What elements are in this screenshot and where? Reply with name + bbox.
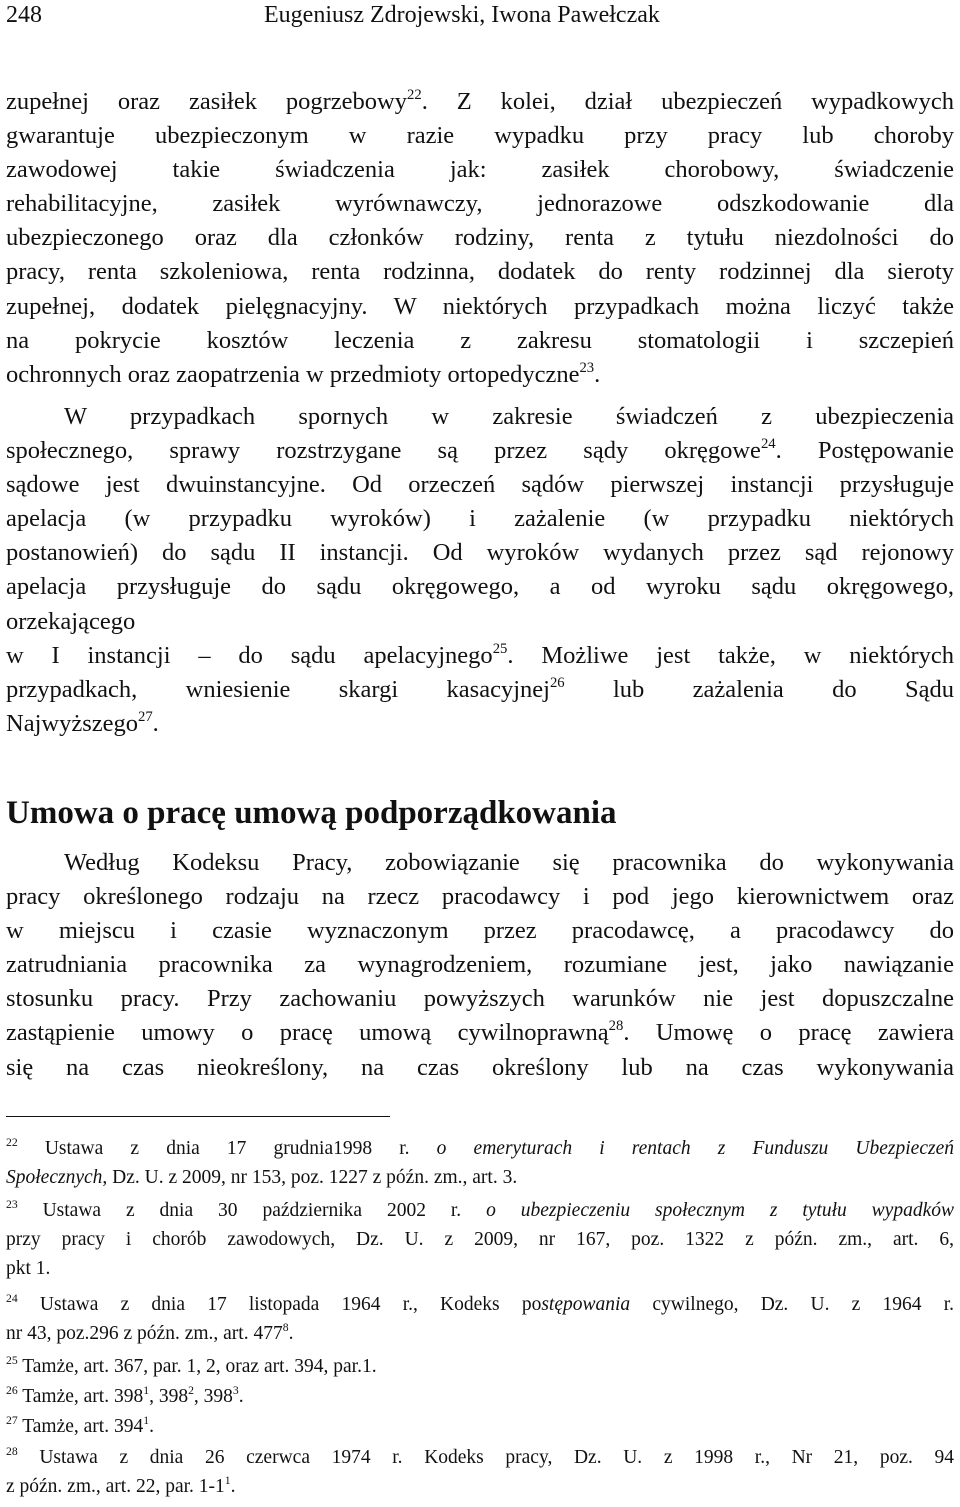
footnote-number: 25 bbox=[6, 1354, 18, 1367]
text-line: pracy, renta szkoleniowa, renta rodzinna, dodatek do renty rodzinnej dla sieroty bbox=[6, 258, 954, 286]
text-line: zatrudniania pracownika za wynagrodzeniem, rozumiane jest, jako nawiązanie bbox=[6, 951, 954, 979]
footnote-23 bbox=[6, 1196, 954, 1283]
text-line: apelacja (w przypadku wyroków) i zażalenie (w przypadku niektórych bbox=[6, 505, 954, 533]
footnote-number: 27 bbox=[6, 1414, 18, 1427]
text-line: pracy określonego rodzaju na rzecz pracodawcy i pod jego kierownictwem oraz bbox=[6, 883, 954, 911]
text-line: rehabilitacyjne, zasiłek wyrównawczy, jednorazowe odszkodowanie dla bbox=[6, 190, 954, 218]
text-line: apelacja przysługuje do sądu okręgowego, a od wyroku sądu okręgowego, bbox=[6, 573, 954, 601]
footnote-line: $^{22}$ Ustawa z dnia 17 grudnia1998 r. o emeryturach i rentach z Funduszu Ubezpieczeń bbox=[6, 1136, 954, 1159]
section-heading: Umowa o pracę umową podporządkowania bbox=[6, 795, 617, 831]
footnote-separator bbox=[6, 1116, 390, 1117]
text-line: orzekającego bbox=[6, 607, 136, 635]
footnote-line: $^{26}$ Tamże, art. $398^1$, $398^2$, $398^3$. bbox=[6, 1384, 244, 1407]
paragraph-benefits bbox=[6, 85, 954, 392]
footnote-number: 24 bbox=[6, 1292, 18, 1305]
page-number: 248 bbox=[6, 2, 42, 28]
footnote-ref[interactable]: 26 bbox=[549, 674, 565, 691]
text-line: społecznego, sprawy rozstrzygane są przez sądy okręgowe$^{24}$. Postępowanie bbox=[6, 436, 954, 465]
footnote-line: $^{27}$ Tamże, art. $394^1$. bbox=[6, 1414, 154, 1437]
text-line: zupełnej oraz zasiłek pogrzebowy$^{22}$. Z kolei, dział ubezpieczeń wypadkowych bbox=[6, 87, 954, 115]
text-line: zawodowej takie świadczenia jak: zasiłek chorobowy, świadczenie bbox=[6, 156, 954, 184]
footnote-26 bbox=[6, 1382, 954, 1411]
footnote-line: $^{28}$ Ustawa z dnia 26 czerwca 1974 r. Kodeks pracy, Dz. U. z 1998 r., Nr 21, poz. 94 bbox=[6, 1445, 954, 1468]
footnote-25 bbox=[6, 1352, 954, 1381]
text-line: postanowień) do sądu II instancji. Od wyroków wydanych przez sąd rejonowy bbox=[6, 539, 954, 567]
footnote-ref[interactable]: 22 bbox=[407, 87, 422, 103]
text-line: ubezpieczonego oraz dla członków rodziny, renta z tytułu niezdolności do bbox=[6, 224, 954, 252]
footnote-ref[interactable]: 28 bbox=[608, 1018, 624, 1035]
running-header-authors: Eugeniusz Zdrojewski, Iwona Pawełczak bbox=[264, 2, 660, 28]
footnote-ref[interactable]: 24 bbox=[760, 436, 776, 453]
footnote-number: 28 bbox=[6, 1445, 18, 1458]
footnote-ref[interactable]: 27 bbox=[137, 708, 153, 725]
footnote-line: $^{24}$ Ustawa z dnia 17 listopada 1964 r., Kodeks postępowania cywilnego, Dz. U. z 1964 r. bbox=[6, 1292, 955, 1315]
footnote-28 bbox=[6, 1443, 954, 1501]
text-line: sądowe jest dwuinstancyjne. Od orzeczeń sądów pierwszej instancji przysługuje bbox=[6, 471, 954, 499]
text-line: się na czas nieokreślony, na czas określony lub na czas wykonywania bbox=[6, 1053, 954, 1081]
footnote-27 bbox=[6, 1412, 954, 1441]
text-line: Według Kodeksu Pracy, zobowiązanie się pracownika do wykonywania bbox=[64, 849, 954, 876]
footnote-line: pkt 1. bbox=[6, 1258, 51, 1279]
footnote-22 bbox=[6, 1134, 954, 1192]
text-line: gwarantuje ubezpieczonym w razie wypadku przy pracy lub choroby bbox=[6, 122, 954, 150]
footnote-ref[interactable]: 23 bbox=[579, 359, 595, 376]
footnote-number: 26 bbox=[6, 1384, 18, 1397]
text-line: zupełnej, dodatek pielęgnacyjny. W niektórych przypadkach można liczyć także bbox=[6, 292, 954, 320]
footnote-line: $^{25}$ Tamże, art. 367, par. 1, 2, oraz art. 394, par.1. bbox=[6, 1354, 377, 1377]
text-line: w miejscu i czasie wyznaczonym przez pracodawcę, a pracodawcy do bbox=[6, 917, 954, 945]
footnote-ref[interactable]: 25 bbox=[492, 640, 508, 657]
footnote-line: $^{23}$ Ustawa z dnia 30 października 2002 r. o ubezpieczeniu społecznym z tytułu wypadków bbox=[6, 1198, 954, 1221]
paragraph-disputes bbox=[6, 400, 954, 741]
footnote-line: przy pracy i chorób zawodowych, Dz. U. z 2009, nr 167, poz. 1322 z późn. zm., art. 6, bbox=[6, 1229, 954, 1250]
text-line: Najwyższego$^{27}$. bbox=[6, 708, 159, 737]
text-line: w I instancji – do sądu apelacyjnego$^{25}$. Możliwe jest także, w niektórych bbox=[6, 640, 954, 669]
footnote-number: 23 bbox=[6, 1198, 18, 1211]
footnote-line: z późn. zm., art. 22, par. $1-1^1$. bbox=[6, 1474, 236, 1497]
text-line: ochronnych oraz zaopatrzenia w przedmioty ortopedyczne$^{23}$. bbox=[6, 359, 601, 388]
running-header bbox=[6, 0, 954, 34]
text-line: przypadkach, wniesienie skargi kasacyjnej$^{26}$ lub zażalenia do Sądu bbox=[6, 674, 954, 703]
text-line: stosunku pracy. Przy zachowaniu powyższych warunków nie jest dopuszczalne bbox=[6, 985, 954, 1013]
text-line: W przypadkach spornych w zakresie świadczeń z ubezpieczenia bbox=[64, 403, 954, 430]
footnote-number: 22 bbox=[6, 1136, 18, 1149]
paragraph-employment-contract bbox=[6, 846, 954, 1085]
footnote-line: Społecznych, Dz. U. z 2009, nr 153, poz. 1227 z późn. zm., art. 3. bbox=[6, 1167, 518, 1188]
text-line: zastąpienie umowy o pracę umową cywilnoprawną$^{28}$. Umowę o pracę zawiera bbox=[6, 1018, 954, 1047]
footnote-line: nr 43, poz.296 z późn. zm., art. $477^8$. bbox=[6, 1321, 294, 1344]
text-line: na pokrycie kosztów leczenia z zakresu stomatologii i szczepień bbox=[6, 326, 954, 354]
footnote-24 bbox=[6, 1290, 954, 1348]
